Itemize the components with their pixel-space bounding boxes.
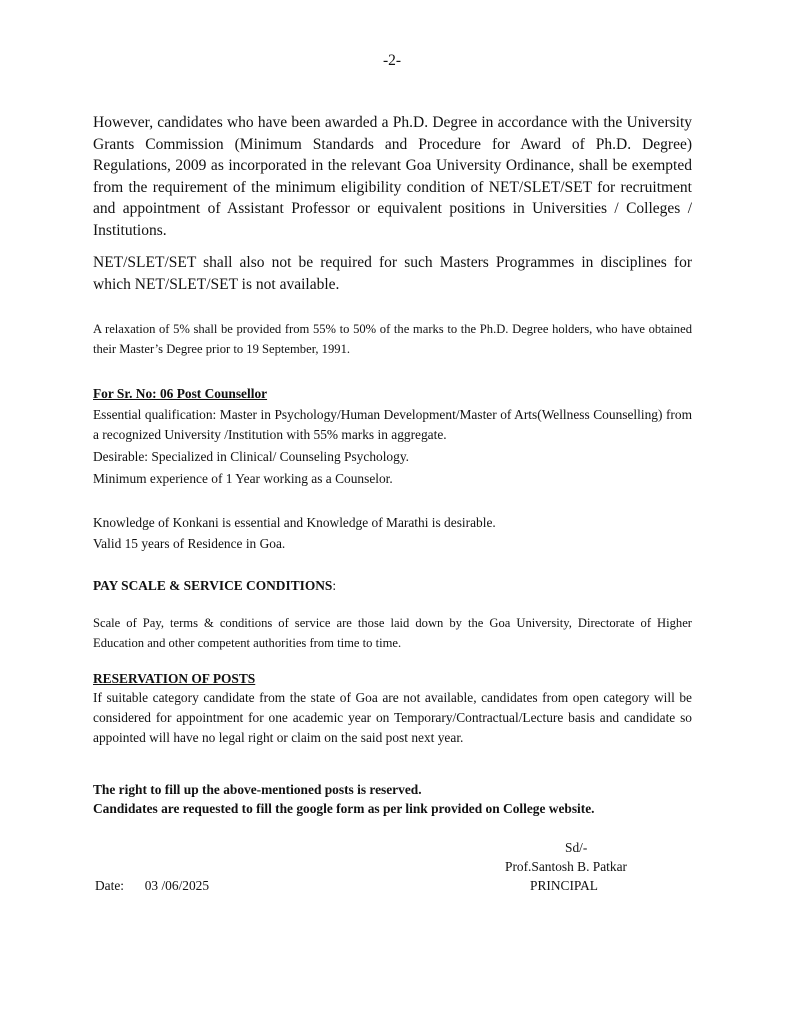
net-not-required-paragraph: NET/SLET/SET shall also not be required for such Masters Programmes in disciplines for which NET/SLET/SET is not available. [93,254,692,293]
reservation-heading: RESERVATION OF POSTS [93,671,256,686]
pay-scale-heading-text: PAY SCALE & SERVICE CONDITIONS [93,578,333,593]
signature-name: Prof.Santosh B. Patkar [505,859,627,874]
notice-right-reserved: The right to fill up the above-mentioned posts is reserved. [93,782,422,797]
signature-sd: Sd/- [565,840,588,855]
counsellor-heading: For Sr. No: 06 Post Counsellor [93,386,268,401]
language-requirement: Knowledge of Konkani is essential and Knowledge of Marathi is desirable. [93,515,496,530]
signature-designation: PRINCIPAL [530,878,598,893]
date-line [95,876,209,896]
date-value: 03 /06/2025 [144,878,210,893]
page-number: -2- [383,52,402,69]
notice-google-form: Candidates are requested to fill the google form as per link provided on College website. [93,801,595,816]
pay-scale-heading [93,576,336,596]
counsellor-essential-qualification: Essential qualification: Master in Psychology/Human Development/Master of Arts(Wellness Counselling) from a recognized University /Institution with 55% marks in aggregate. [93,407,692,442]
phd-exemption-paragraph: However, candidates who have been awarded a Ph.D. Degree in accordance with the University Grants Commission (Minimum Standards and Procedure for Award of Ph.D. Degree) Regulations, 2009 as incorporated in the relevant Goa University Ordinance, shall be exempted from the requirement of the minimum eligibility condition of NET/SLET/SET for recruitment and appointment of Assistant Professor or equivalent positions in Universities / Colleges / Institutions. [93,114,692,239]
pay-scale-text: Scale of Pay, terms & conditions of service are those laid down by the Goa University, Directorate of Higher Education and other competent authorities from time to time. [93,616,692,650]
relaxation-paragraph: A relaxation of 5% shall be provided from 55% to 50% of the marks to the Ph.D. Degree holders, who have obtained their Master’s Degree prior to 19 September, 1991. [93,322,692,356]
reservation-text: If suitable category candidate from the state of Goa are not available, candidates from open category will be considered for appointment for one academic year on Temporary/Contractual/Lecture basis and candidate so appointed will have no legal right or claim on the said post next year. [93,690,692,745]
counsellor-experience: Minimum experience of 1 Year working as a Counselor. [93,471,393,486]
counsellor-desirable: Desirable: Specialized in Clinical/ Counseling Psychology. [93,449,409,464]
pay-scale-heading-colon: : [332,578,337,593]
date-label: Date: [95,878,124,893]
residence-requirement: Valid 15 years of Residence in Goa. [93,536,286,551]
